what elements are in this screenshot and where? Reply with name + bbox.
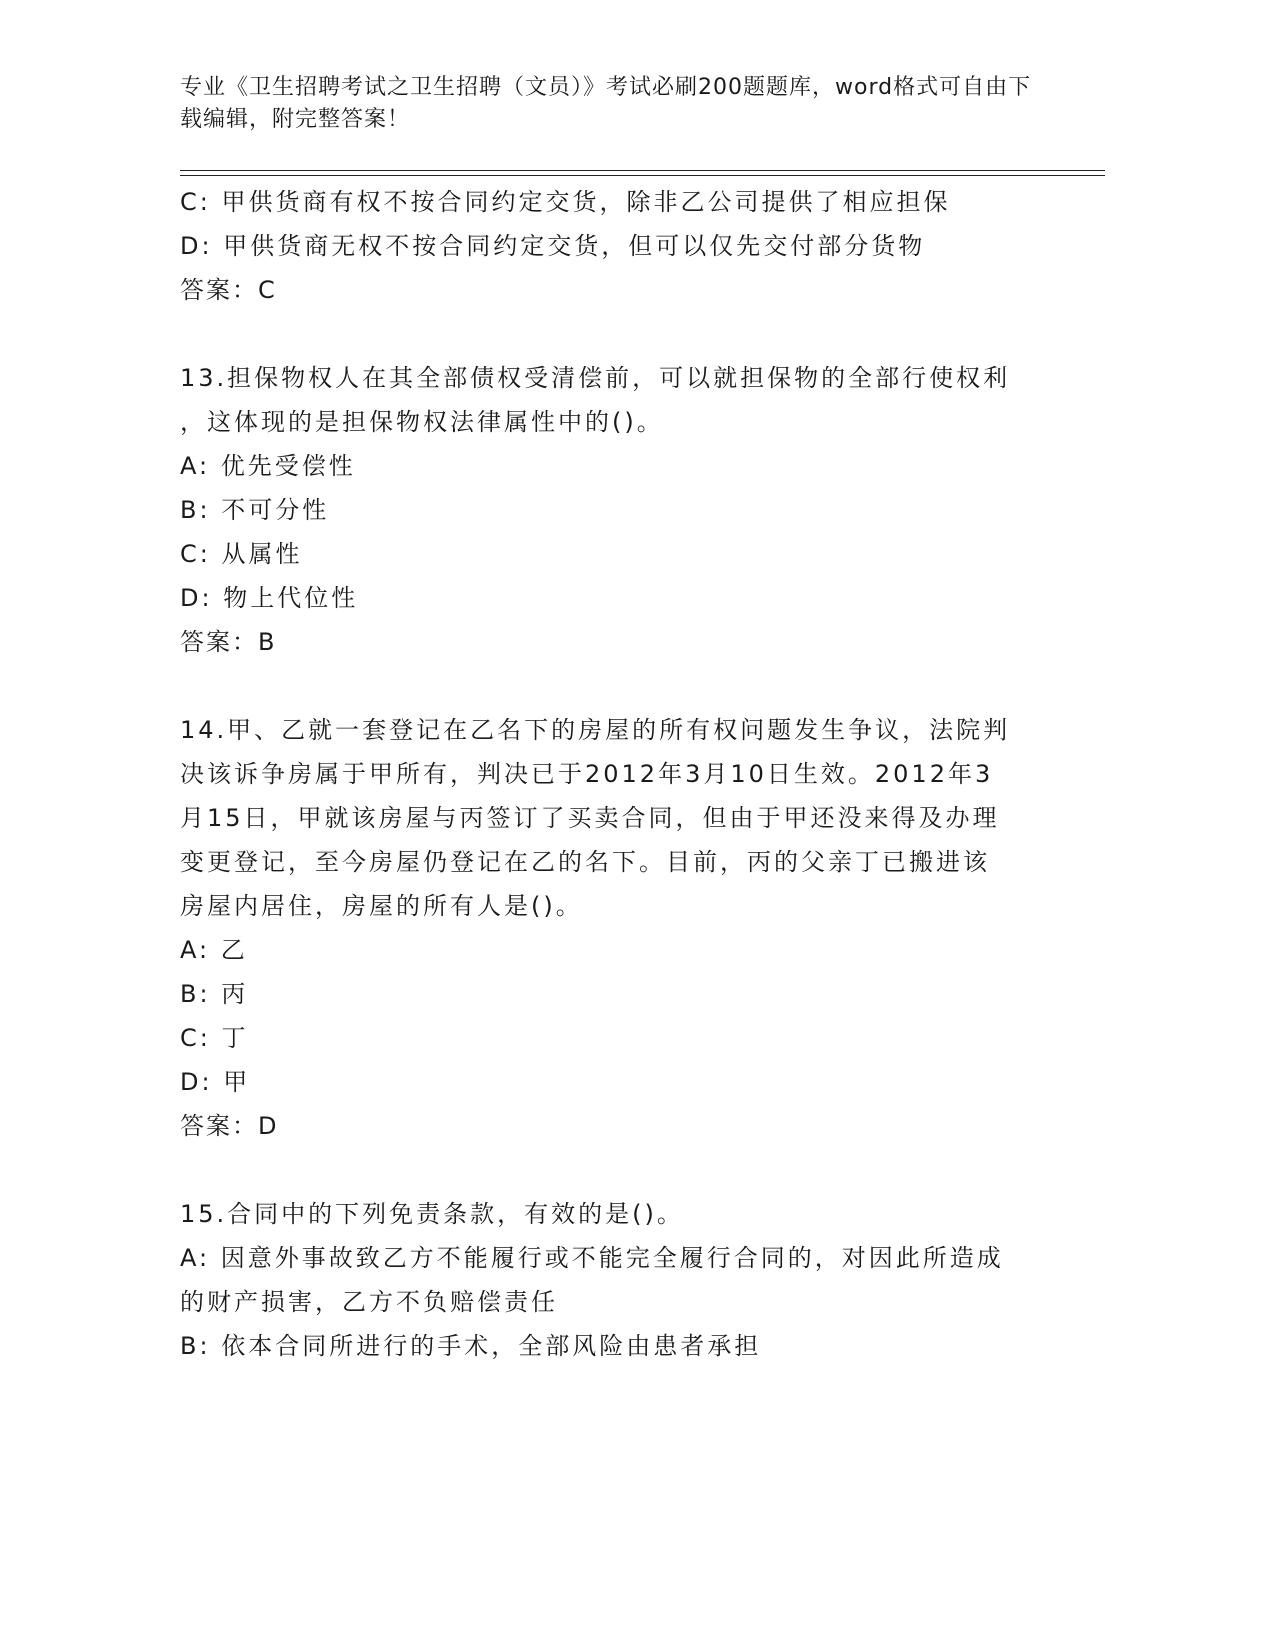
option-key: D: [180,1068,213,1096]
option-key: D: [180,584,213,612]
option-line [180,488,1040,532]
option-text: 优先受偿性 [220,452,356,480]
option-line [180,1324,1040,1368]
answer-line: 答案：D [180,1112,279,1140]
question-line: ，这体现的是担保物权法律属性中的()。 [180,408,664,436]
option-continuation: 的财产损害，乙方不负赔偿责任 [180,1288,558,1316]
option-text: 依本合同所进行的手术，全部风险由患者承担 [221,1332,762,1360]
option-line [180,180,1040,224]
option-key: A: [180,936,211,964]
option-text: 丁 [221,1024,249,1052]
question-line: 决该诉争房属于甲所有，判决已于2012年3月10日生效。2012年3 [180,760,994,788]
option-key: D: [180,232,213,260]
option-key: A: [180,452,211,480]
document-body [180,180,1040,1368]
option-text: 丙 [221,980,249,1008]
option-key: C: [180,1024,211,1052]
option-line [180,972,1040,1016]
option-key: B: [180,496,211,524]
question-line: 房屋内居住，房屋的所有人是()。 [180,892,583,920]
option-text: 因意外事故致乙方不能履行或不能完全履行合同的，对因此所造成 [220,1244,1004,1272]
header-rule-top [180,170,1105,171]
option-text: 甲 [223,1068,251,1096]
option-line [180,1060,1040,1104]
option-line [180,224,1040,268]
option-text: 乙 [220,936,248,964]
header-rule-bottom [180,175,1105,176]
question-line: 13.担保物权人在其全部债权受清偿前，可以就担保物的全部行使权利 [180,364,1011,392]
option-text: 从属性 [221,540,303,568]
option-key: C: [180,540,211,568]
option-key: C: [180,188,211,216]
option-key: B: [180,980,211,1008]
option-line [180,1016,1040,1060]
question-line: 15.合同中的下列免责条款，有效的是()。 [180,1200,684,1228]
option-line [180,1236,1040,1280]
question-line: 14.甲、乙就一套登记在乙名下的房屋的所有权问题发生争议，法院判 [180,716,1011,744]
answer-line: 答案：B [180,628,277,656]
option-line [180,444,1040,488]
option-text: 甲供货商无权不按合同约定交货，但可以仅先交付部分货物 [223,232,926,260]
option-text: 物上代位性 [223,584,359,612]
option-text: 不可分性 [221,496,330,524]
option-line [180,532,1040,576]
option-text: 甲供货商有权不按合同约定交货，除非乙公司提供了相应担保 [221,188,951,216]
option-line [180,576,1040,620]
answer-line: 答案：C [180,276,277,304]
question-line: 月15日，甲就该房屋与丙签订了买卖合同，但由于甲还没来得及办理 [180,804,1000,832]
option-line [180,928,1040,972]
question-line: 变更登记，至今房屋仍登记在乙的名下。目前，丙的父亲丁已搬进该 [180,848,990,876]
option-key: A: [180,1244,211,1272]
document-header: 专业《卫生招聘考试之卫生招聘（文员）》考试必刷200题题库，word格式可自由下载编辑，附完整答案！ [180,75,1032,132]
option-key: B: [180,1332,211,1360]
